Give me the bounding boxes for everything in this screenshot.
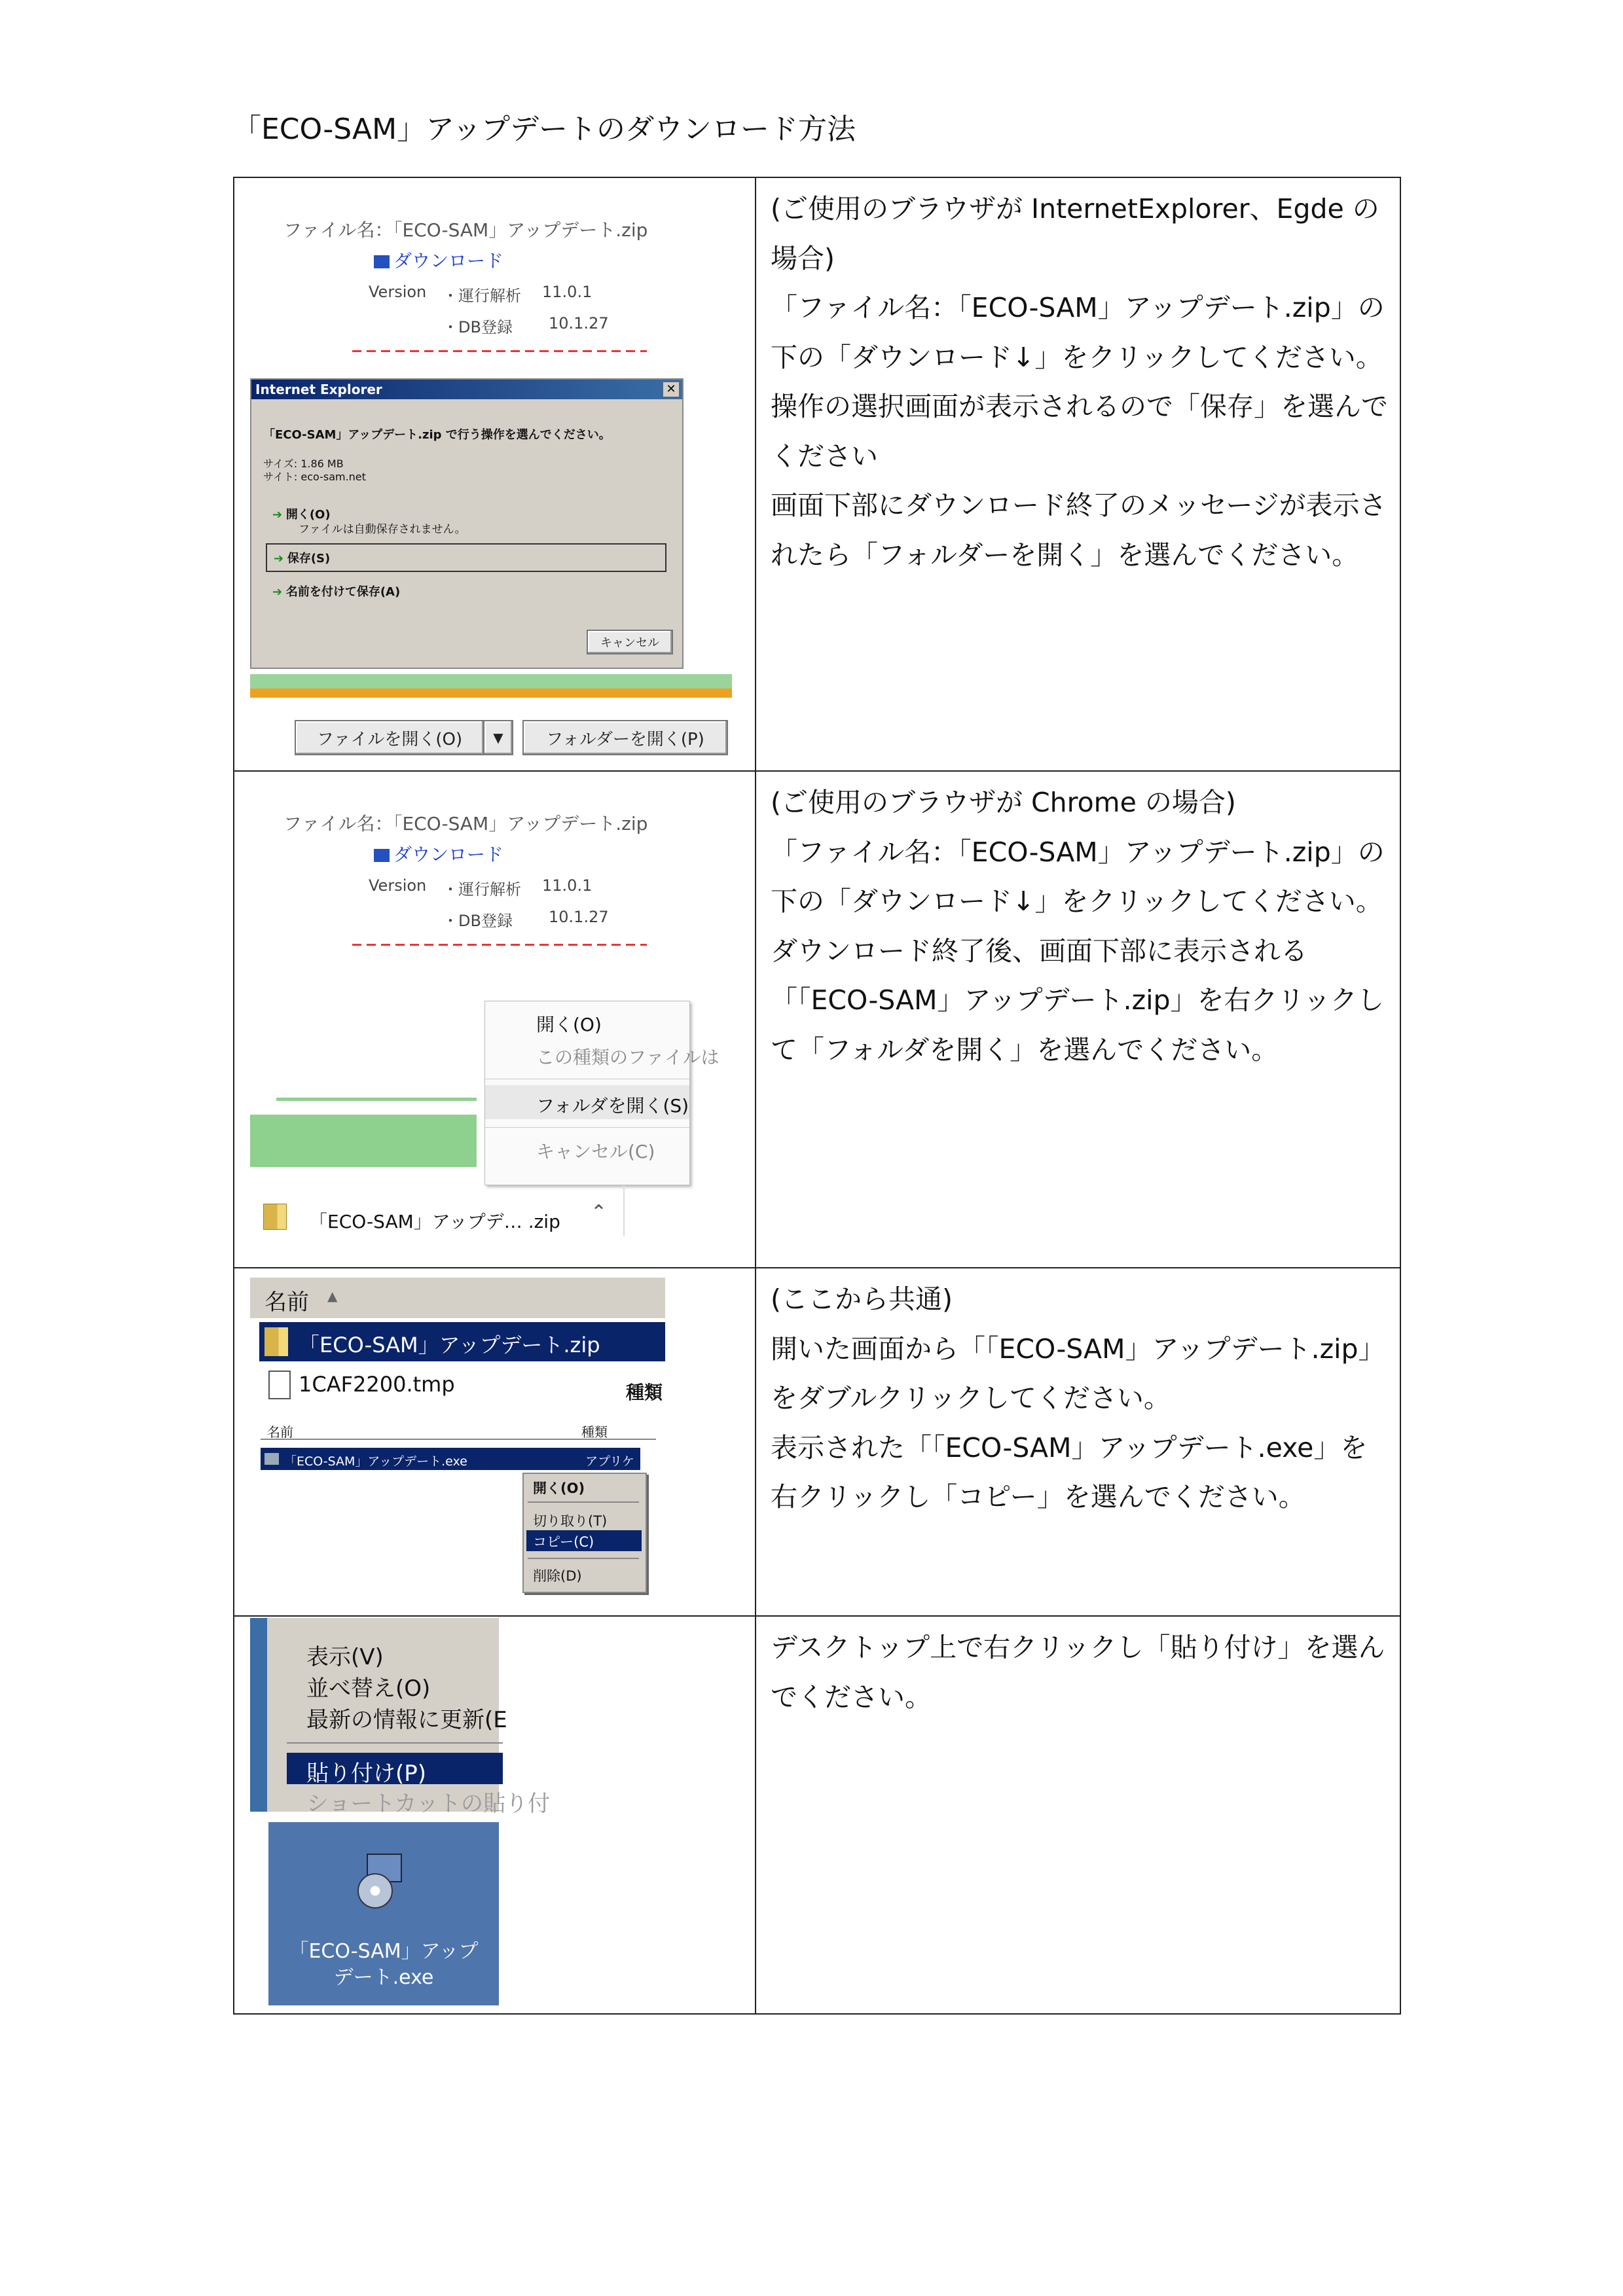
screenshot-cell-chrome <box>234 771 756 1268</box>
menu-item-paste[interactable]: 貼り付け(P) <box>287 1753 503 1784</box>
table-row <box>234 177 1400 771</box>
download-bar-item[interactable] <box>263 1197 630 1236</box>
icon-label: 「ECO-SAM」アップ <box>289 1940 479 1963</box>
divider <box>352 350 647 352</box>
menu-item-paste-shortcut[interactable]: ショートカットの貼り付 <box>306 1791 550 1817</box>
screenshot-cell-explorer <box>234 1268 756 1616</box>
chevron-down-icon: ▼ <box>493 730 503 745</box>
cancel-button[interactable]: キャンセル <box>587 630 673 655</box>
arrow-icon: ➔ <box>272 585 283 599</box>
screenshot-cell-ie <box>234 177 756 771</box>
menu-item-view[interactable]: 表示(V) <box>306 1644 384 1670</box>
version-label: Version <box>369 283 427 301</box>
instruction-text-common <box>756 1268 1400 1616</box>
page-title: 「ECO-SAM」アップデートのダウンロード方法 <box>232 113 856 146</box>
progress-bar-orange <box>250 689 732 698</box>
filename-label: ファイル名：「ECO-SAM」アップデート.zip <box>283 219 648 241</box>
dialog-size: サイズ: 1.86 MB <box>263 457 344 470</box>
instruction-paragraph: 表示された「「ECO-SAM」アップデート.exe」を右クリックし「コピー」を選んでください。 <box>771 1431 1368 1513</box>
instruction-text-chrome <box>756 771 1400 1268</box>
desktop-icon-area <box>268 1822 499 2005</box>
version-item: ・運行解析 <box>443 287 521 305</box>
zip-folder-icon <box>263 1204 287 1230</box>
chevron-up-icon[interactable]: ⌃ <box>591 1201 608 1224</box>
download-icon <box>374 255 390 268</box>
context-menu <box>522 1473 647 1593</box>
desktop-context-menu <box>250 1618 550 1817</box>
instruction-paragraph: ダウンロード終了後、画面下部に表示される「「ECO-SAM」アップデート.zip」を右クリックして「フォルダを開く」を選んでください。 <box>771 935 1384 1066</box>
menu-separator <box>528 1501 639 1503</box>
list-item-tmp[interactable]: 1CAF2200.tmp 種類 <box>259 1365 665 1403</box>
close-icon[interactable]: ✕ <box>663 382 680 397</box>
sort-up-icon: ▲ <box>327 1288 338 1304</box>
version-item: ・運行解析 <box>443 880 521 899</box>
screenshot-cell-desktop <box>234 1616 756 2014</box>
menu-item-open[interactable]: 開く(O) <box>533 1480 585 1496</box>
filename-label: ファイル名：「ECO-SAM」アップデート.zip <box>283 813 648 834</box>
menu-item-always-open[interactable]: この種類のファイルは <box>536 1047 720 1068</box>
ie-dialog <box>250 378 684 669</box>
context-menu <box>484 1001 720 1185</box>
open-folder-button[interactable]: フォルダーを開く(P) <box>522 720 728 755</box>
instruction-paragraph: 「ファイル名：「ECO-SAM」アップデート.zip」の下の「ダウンロード↓」をクリックしてください。 <box>771 292 1385 373</box>
instruction-text-desktop <box>756 1616 1400 2014</box>
installer-icon[interactable] <box>357 1854 403 1906</box>
download-icon <box>374 849 390 862</box>
version-item: ・DB登録 <box>443 912 513 930</box>
version-value: 11.0.1 <box>542 283 593 301</box>
dialog-site: サイト: eco-sam.net <box>263 471 366 483</box>
app-icon <box>264 1453 279 1465</box>
explorer-list <box>261 1423 656 1600</box>
version-label: Version <box>369 876 427 895</box>
arrow-icon: ➔ <box>272 508 283 522</box>
option-save-as[interactable]: ➔ 名前を付けて保存(A) <box>272 585 401 599</box>
arrow-icon: ➔ <box>274 552 284 565</box>
option-open-sub: ファイルは自動保存されません。 <box>299 523 466 536</box>
list-item-zip[interactable]: 「ECO-SAM」アップデート.zip <box>259 1322 665 1361</box>
instruction-paragraph: (ご使用のブラウザが Chrome の場合) <box>771 787 1236 818</box>
divider <box>623 1184 625 1236</box>
download-link[interactable]: ダウンロード <box>374 840 503 867</box>
dialog-heading: 「ECO-SAM」アップデート.zip で行う操作を選んでください。 <box>263 428 611 442</box>
menu-item-copy[interactable]: コピー(C) <box>526 1530 642 1551</box>
table-row <box>234 1268 1400 1616</box>
version-item: ・DB登録 <box>443 318 513 336</box>
version-value: 10.1.27 <box>549 314 609 332</box>
instruction-text-ie <box>756 177 1400 771</box>
menu-item-cancel[interactable]: キャンセル(C) <box>536 1141 655 1162</box>
menu-separator <box>528 1558 639 1559</box>
option-open[interactable]: ➔ 開く(O) <box>272 508 331 522</box>
download-file-name: 「ECO-SAM」アップデ… .zip <box>309 1211 560 1232</box>
column-header[interactable]: 名前 ▲ <box>250 1278 665 1318</box>
dropdown-arrow-button[interactable] <box>483 720 513 755</box>
file-icon <box>268 1371 291 1399</box>
table-row <box>234 771 1400 1268</box>
menu-item-delete[interactable]: 削除(D) <box>533 1568 582 1584</box>
column-header: 名前 種類 <box>261 1423 656 1440</box>
menu-separator <box>485 1127 689 1128</box>
progress-bar-green <box>250 674 732 689</box>
instruction-paragraph: 操作の選択画面が表示されるので「保存」を選んでください <box>771 391 1388 472</box>
zip-folder-icon <box>264 1327 288 1356</box>
progress-line <box>276 1098 477 1101</box>
menu-item-sort[interactable]: 並べ替え(O) <box>306 1676 431 1702</box>
dialog-titlebar: Internet Explorer ✕ <box>251 380 682 399</box>
instruction-paragraph: 開いた画面から「「ECO-SAM」アップデート.zip」をダブルクリックしてください。 <box>771 1333 1385 1414</box>
instruction-paragraph: デスクトップ上で右クリックし「貼り付け」を選んでください。 <box>771 1632 1385 1713</box>
instruction-paragraph: 画面下部にダウンロード終了のメッセージが表示されたら「フォルダーを開く」を選んでください。 <box>771 490 1387 571</box>
explorer-list <box>250 1278 665 1415</box>
menu-item-cut[interactable]: 切り取り(T) <box>533 1513 608 1529</box>
menu-item-refresh[interactable]: 最新の情報に更新(E <box>306 1707 507 1733</box>
progress-bar-green <box>250 1115 477 1167</box>
version-value: 10.1.27 <box>549 908 609 926</box>
table-row <box>234 1616 1400 2014</box>
download-link[interactable]: ダウンロード <box>374 247 503 273</box>
menu-separator <box>287 1742 503 1744</box>
instruction-paragraph: 「ファイル名：「ECO-SAM」アップデート.zip」の下の「ダウンロード↓」をクリックしてください。 <box>771 836 1385 917</box>
divider <box>352 944 647 946</box>
icon-label: デート.exe <box>333 1966 434 1989</box>
instruction-paragraph: (ここから共通) <box>771 1283 953 1315</box>
open-file-button[interactable]: ファイルを開く(O) <box>295 720 484 755</box>
menu-item-open-folder[interactable]: フォルダを開く(S) <box>485 1085 689 1119</box>
option-save[interactable]: ➔ 保存(S) <box>266 543 666 572</box>
instruction-paragraph: (ご使用のブラウザが InternetExplorer、Egde の場合) <box>771 193 1379 274</box>
menu-item-open[interactable]: 開く(O) <box>536 1014 602 1035</box>
instruction-table <box>233 177 1401 2015</box>
version-value: 11.0.1 <box>542 876 593 895</box>
list-item-exe[interactable]: 「ECO-SAM」アップデート.exe アプリケ <box>261 1448 640 1470</box>
